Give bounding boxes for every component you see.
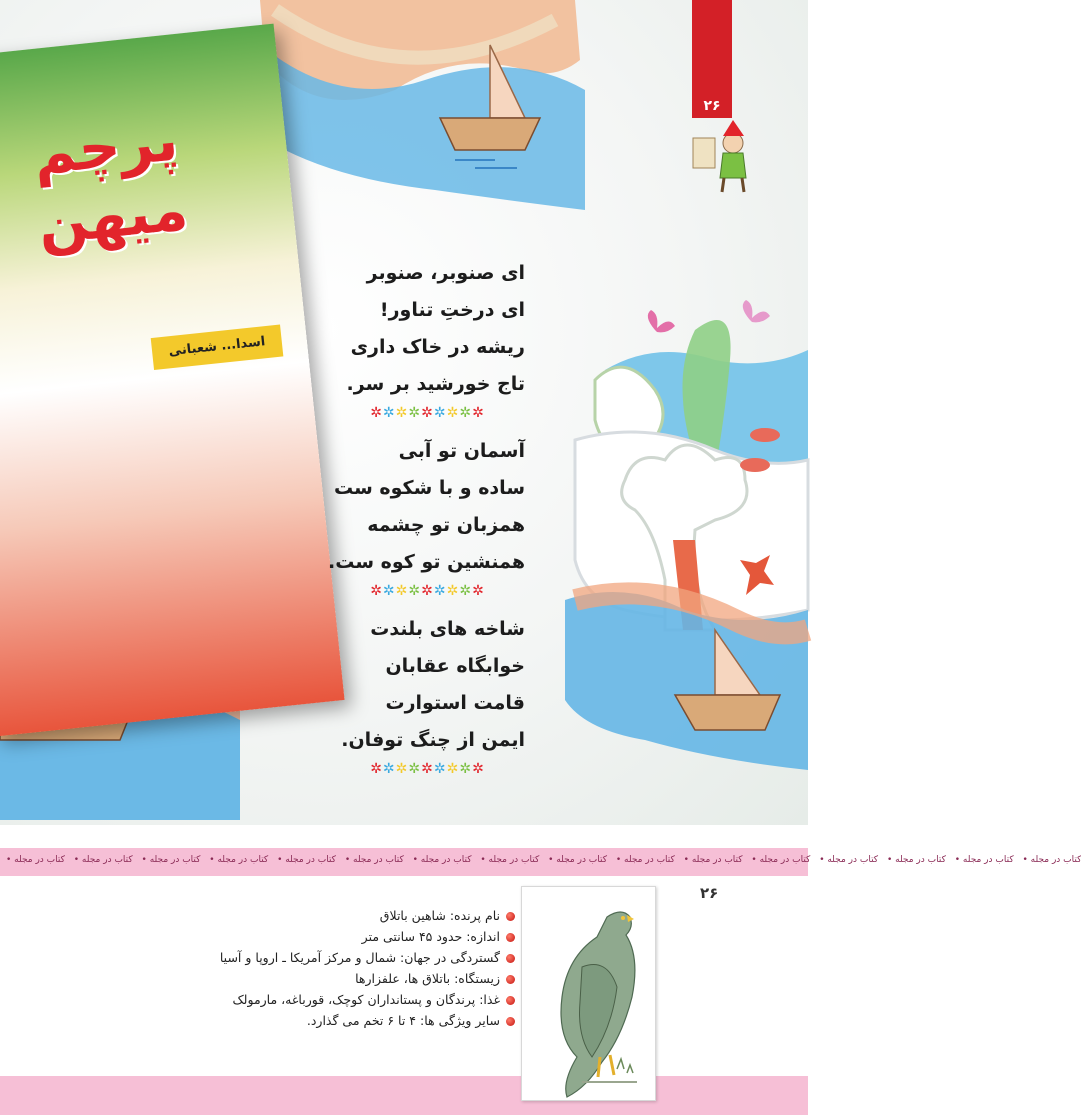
strip-label: کتاب در مجله •: [206, 855, 269, 865]
poem-line: ای درختِ تناور!: [379, 299, 525, 321]
star-icon: ✲: [370, 405, 383, 421]
star-icon: ✲: [446, 583, 460, 599]
star-icon: ✲: [446, 405, 460, 421]
bullet-icon: [506, 954, 515, 963]
bird-facts-list: [210, 905, 515, 1031]
bird-fact-text: اندازه: حدود ۴۵ سانتی متر: [361, 929, 500, 944]
gnome-reading-illustration: [688, 118, 768, 198]
poem-stanza: [330, 433, 525, 581]
section-gap: [0, 826, 808, 848]
star-icon: ✲: [433, 761, 447, 777]
star-divider: [330, 403, 525, 423]
strip-label: کتاب در مجله •: [138, 855, 201, 865]
pink-strip-bottom: [0, 1076, 808, 1115]
harrier-bird-image: [522, 887, 655, 1100]
poem-line: شاخه های بلندت: [370, 618, 525, 640]
strip-label: کتاب در مجله •: [613, 855, 675, 865]
bird-fact-text: سایر ویژگی ها: ۴ تا ۶ تخم می گذارد.: [306, 1013, 500, 1028]
star-icon: ✲: [382, 583, 396, 599]
page-number-top: ۲۶: [703, 98, 721, 114]
bird-fact-item: [210, 989, 515, 1010]
star-icon: ✲: [408, 761, 422, 777]
star-icon: ✲: [421, 761, 434, 777]
book-title-line1: پرچم: [29, 105, 182, 189]
bullet-icon: [506, 975, 515, 984]
star-icon: ✲: [421, 405, 434, 421]
star-divider: [330, 581, 525, 601]
strip-label: کتاب در مجله •: [748, 855, 811, 865]
poem-line: ایمن از چنگ توفان.: [341, 729, 525, 751]
strip-label: کتاب در مجله •: [409, 855, 472, 865]
bird-fact-item: [210, 926, 515, 947]
strip-label: کتاب در مجله •: [477, 855, 540, 865]
poem-line: ریشه در خاک داری: [350, 336, 525, 358]
strip-label: کتاب در مجله •: [6, 855, 65, 865]
star-icon: ✲: [433, 405, 447, 421]
poem-stanza: [330, 255, 525, 403]
star-icon: ✲: [459, 583, 473, 599]
star-icon: ✲: [395, 405, 409, 421]
bird-fact-item: [210, 947, 515, 968]
star-icon: ✲: [459, 761, 473, 777]
bird-fact-item: [210, 905, 515, 926]
boat-illustration-top: [255, 0, 585, 210]
strip-label: کتاب در مجله •: [951, 855, 1014, 865]
bullet-icon: [506, 933, 515, 942]
strip-label: کتاب در مجله •: [816, 855, 879, 865]
poem-line: تاج خورشید بر سر.: [346, 373, 525, 395]
star-icon: ✲: [370, 583, 383, 599]
poem-line: قامت استوارت: [385, 692, 525, 714]
star-icon: ✲: [472, 583, 485, 599]
star-icon: ✲: [433, 583, 447, 599]
bullet-icon: [506, 996, 515, 1005]
page-number-bottom: ۲۶: [700, 884, 719, 902]
poem-line: آسمان تو آبی: [398, 440, 525, 462]
strip-text: [0, 855, 1081, 865]
bullet-icon: [506, 912, 515, 921]
pink-strip-top: [0, 848, 1081, 876]
star-divider: [330, 759, 525, 779]
poem-line: همزبان تو چشمه: [367, 514, 525, 536]
strip-label: کتاب در مجله •: [545, 855, 608, 865]
star-icon: ✲: [472, 761, 485, 777]
star-icon: ✲: [472, 405, 485, 421]
star-icon: ✲: [408, 583, 422, 599]
bird-picture: [521, 886, 656, 1101]
star-icon: ✲: [408, 405, 422, 421]
bird-fact-text: گستردگی در جهان: شمال و مرکز آمریکا ـ اروپا و آسیا: [219, 950, 500, 965]
poem-stanza: [330, 611, 525, 759]
book-author: اسدا... شعبانی: [151, 325, 284, 370]
bird-fact-item: [210, 968, 515, 989]
book-title: [0, 101, 226, 263]
poem-line: ای صنوبر، صنوبر: [366, 262, 525, 284]
tree-landscape-illustration: [565, 300, 808, 770]
star-icon: ✲: [395, 761, 409, 777]
star-icon: ✲: [395, 583, 409, 599]
star-icon: ✲: [421, 583, 434, 599]
bird-fact-text: زیستگاه: باتلاق ها، علفزارها: [355, 971, 500, 986]
strip-label: کتاب در مجله •: [680, 855, 743, 865]
star-icon: ✲: [459, 405, 473, 421]
bird-fact-text: نام پرنده: شاهین باتلاق: [379, 908, 500, 923]
strip-label: کتاب در مجله •: [884, 855, 946, 865]
poem-line: همنشین تو کوه ست.: [328, 551, 525, 573]
star-icon: ✲: [382, 761, 396, 777]
strip-label: کتاب در مجله •: [341, 855, 404, 865]
strip-label: کتاب در مجله •: [1019, 855, 1081, 865]
poem-line: خوابگاه عقابان: [385, 655, 525, 677]
page-number-tab: [692, 0, 732, 118]
star-icon: ✲: [382, 405, 396, 421]
star-icon: ✲: [370, 761, 383, 777]
poem: [330, 255, 525, 789]
bird-fact-item: [210, 1010, 515, 1031]
strip-label: کتاب در مجله •: [274, 855, 336, 865]
bullet-icon: [506, 1017, 515, 1026]
bird-fact-text: غذا: پرندگان و پستانداران کوچک، قورباغه، مارمولک: [232, 992, 500, 1007]
star-icon: ✲: [446, 761, 460, 777]
book-title-line2: میهن: [34, 174, 191, 259]
strip-label: کتاب در مجله •: [70, 855, 133, 865]
poem-line: ساده و با شکوه ست: [334, 477, 525, 499]
